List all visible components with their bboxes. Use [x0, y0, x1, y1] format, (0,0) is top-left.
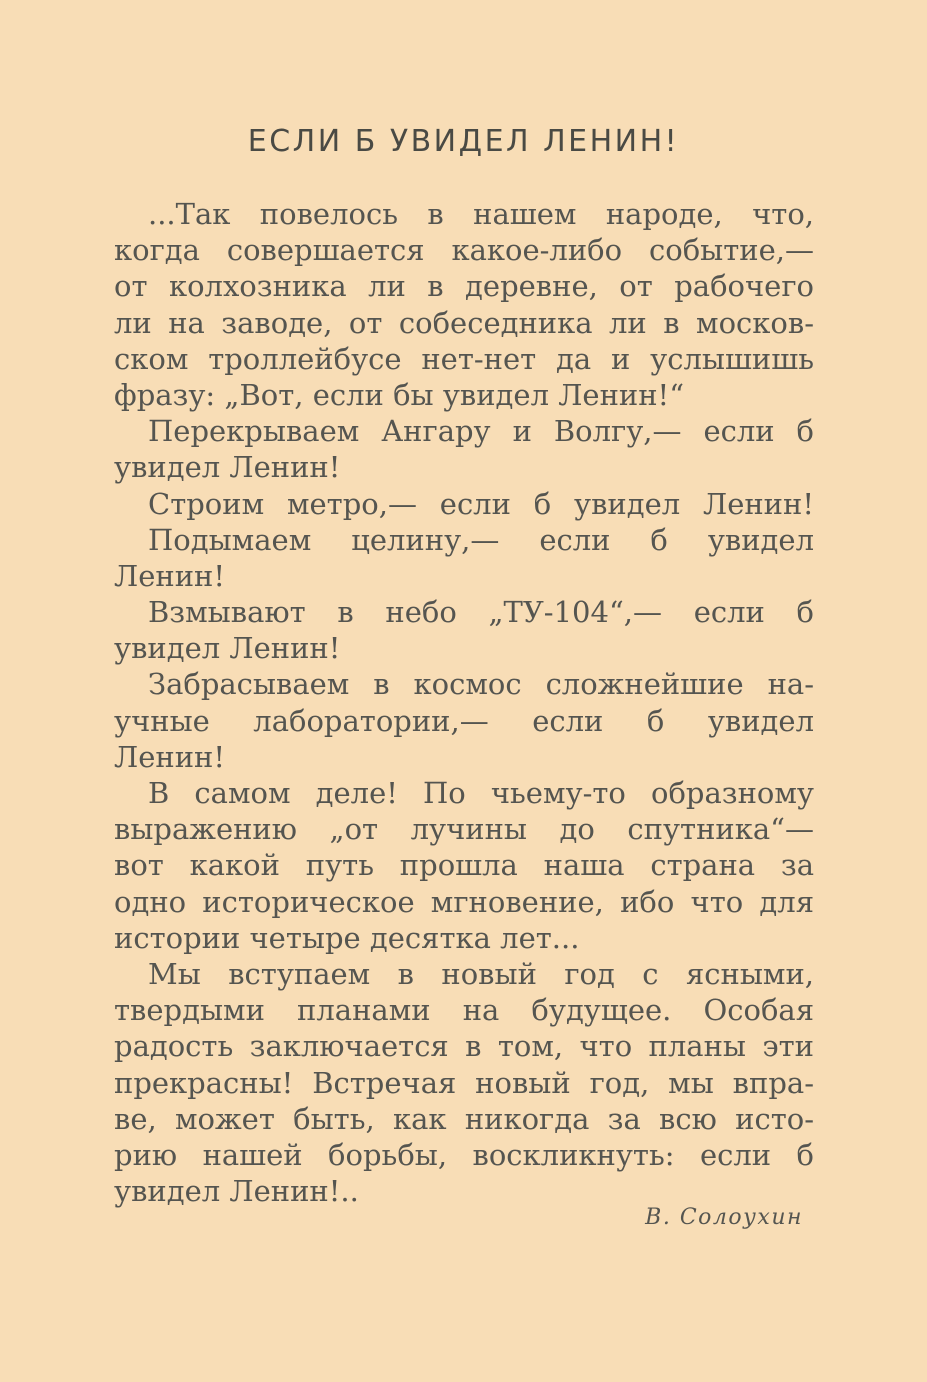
text-line: когда совершается какое-либо событие,— — [114, 233, 814, 268]
author-signature: В. Солоухин — [645, 1205, 803, 1230]
text-line: Подымаем целину,— если б увидел — [148, 522, 814, 557]
text-line: выражению „от лучины до спутника“— — [114, 812, 814, 847]
text-line: радость заключается в том, что планы эти — [114, 1029, 814, 1064]
text-line: В самом деле! По чьему-то образному — [148, 776, 814, 810]
text-line: увидел Ленин! — [114, 631, 341, 666]
text-line: ...Так повелось в нашем народе, что, — [148, 197, 814, 231]
text-line: увидел Ленин! — [114, 450, 341, 485]
text-line: прекрасны! Встречая новый год, мы впра- — [114, 1065, 814, 1100]
text-line: рию нашей борьбы, воскликнуть: если б — [114, 1137, 814, 1172]
text-line: увидел Ленин!.. — [114, 1174, 359, 1209]
body-text — [114, 196, 814, 1209]
text-line: вот какой путь прошла наша страна за — [114, 848, 814, 883]
text-line: Ленин! — [114, 739, 226, 774]
text-line: одно историческое мгновение, ибо что для — [114, 884, 814, 919]
text-line: Перекрываем Ангару и Волгу,— если б — [148, 414, 814, 449]
text-line: от колхозника ли в деревне, от рабочего — [114, 269, 814, 304]
text-line: истории четыре десятка лет... — [114, 920, 580, 955]
text-line: фразу: „Вот, если бы увидел Ленин!“ — [114, 377, 685, 412]
text-line: твердыми планами на будущее. Особая — [114, 993, 814, 1028]
text-line: ве, может быть, как никогда за всю исто- — [114, 1101, 814, 1136]
text-line: Мы вступаем в новый год с ясными, — [148, 956, 814, 991]
text-line: Взмывают в небо „ТУ-104“,— если б — [148, 595, 814, 630]
text-line: Строим метро,— если б увидел Ленин! — [148, 486, 814, 521]
text-line: ском троллейбусе нет-нет да и услышишь — [114, 341, 814, 376]
page-title: ЕСЛИ Б УВИДЕЛ ЛЕНИН! — [247, 124, 680, 159]
text-line: ли на заводе, от собеседника ли в москов- — [114, 305, 814, 340]
text-line: Ленин! — [114, 558, 226, 593]
text-line: учные лаборатории,— если б увидел — [114, 703, 814, 738]
text-line: Забрасываем в космос сложнейшие на- — [148, 667, 814, 702]
